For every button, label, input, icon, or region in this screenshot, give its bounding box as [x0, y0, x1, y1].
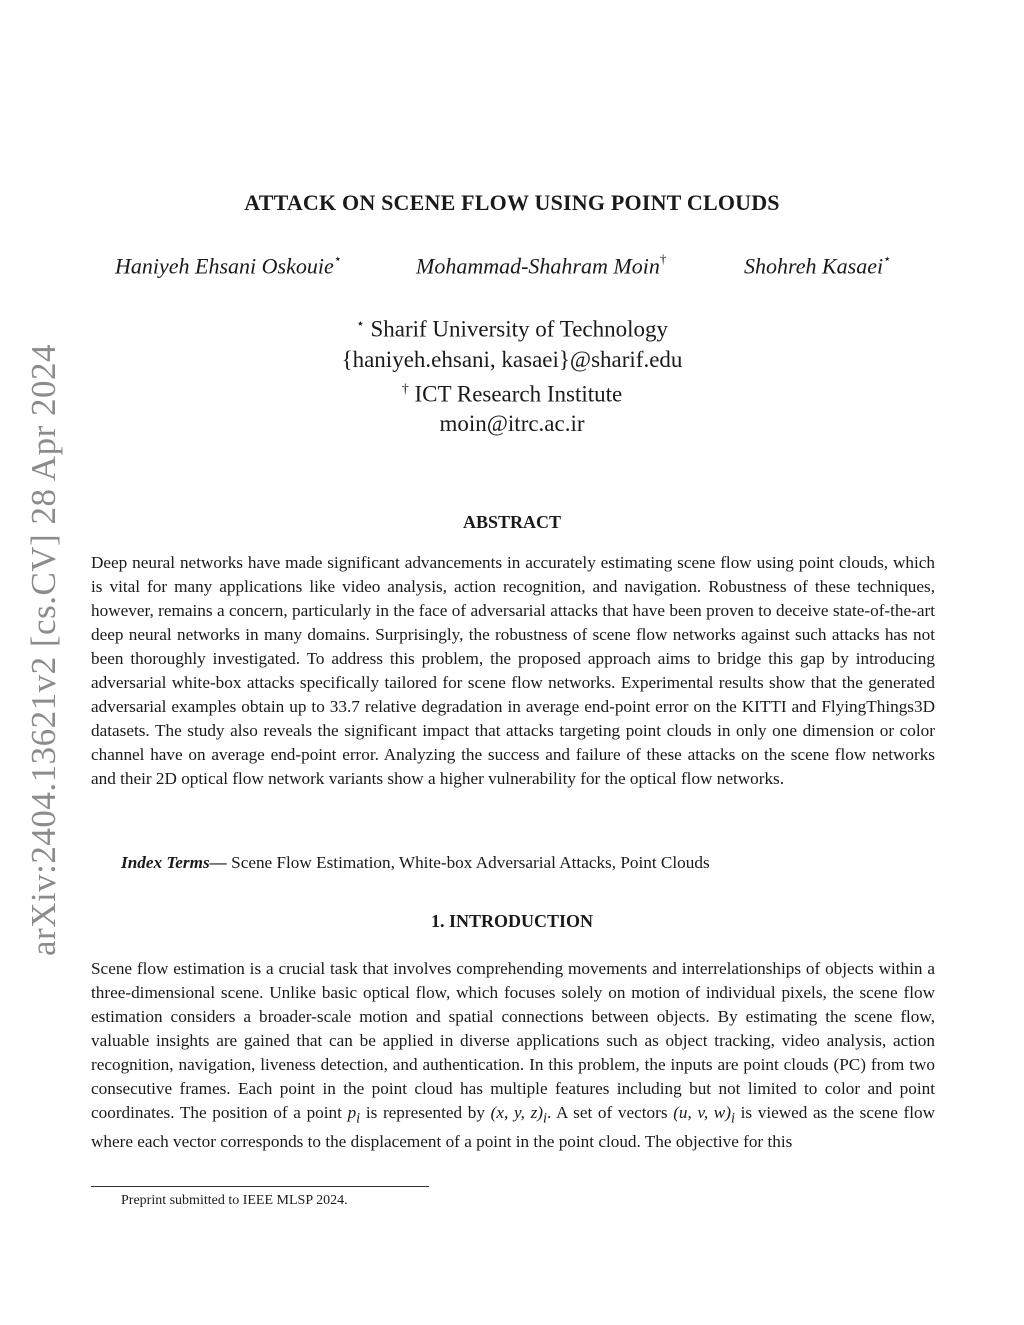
introduction-heading: 1. INTRODUCTION [430, 911, 594, 931]
index-terms [121, 851, 935, 875]
author-1 [115, 253, 342, 279]
affiliation-2-email: moin@itrc.ac.ir [439, 411, 585, 437]
affiliation-2-org: ICT Research Institute [408, 381, 623, 407]
abstract-body: Deep neural networks have made significant advancements in accurately estimating scene flow using point clouds, which is vital for many applications like video analysis, action recognition, and navigation. Robustness of these techniques, however, remains a concern, particularly in the face of adversarial attacks that have been proven to deceive state-of-the-art deep neural networks in many domains. Surprisingly, the robustness of scene flow networks against such attacks has not been thoroughly investigated. To address this problem, the proposed approach aims to bridge this gap by introducing adversarial white-box attacks specifically tailored for scene flow networks. Experimental results show that the generated adversarial examples obtain up to 33.7 relative degradation in average end-point error on the KITTI and FlyingThings3D datasets. The study also reveals the significant impact that attacks targeting point clouds in only one dimension or color channel have on average end-point error. Analyzing the success and failure of these attacks on the scene flow networks and their 2D optical flow network variants show a higher vulnerability for the optical flow networks. [91, 553, 935, 788]
affiliation-2-mark: † [401, 381, 409, 397]
affiliation-2 [0, 375, 1024, 410]
intro-text-part-3: . A set of vectors [547, 1103, 674, 1122]
math-position: (x, y, $z)_i$ [490, 1103, 548, 1127]
index-terms-label: Index Terms— [121, 853, 227, 872]
arxiv-identifier-stamp: arXiv:2404.13621v2 [cs.CV] 28 Apr 2024 [24, 343, 63, 957]
author-2-name: Mohammad-Shahram Moin [416, 253, 660, 279]
author-1-mark: ⋆ [333, 251, 342, 266]
author-1-name: Haniyeh Ehsani Oskouie [115, 253, 334, 279]
introduction-body [91, 957, 935, 1154]
author-3-name: Shohreh Kasaei [744, 253, 884, 279]
author-3-mark: ⋆ [883, 251, 892, 266]
math-point: $p_i$ [347, 1103, 361, 1127]
paper-title: ATTACK ON SCENE FLOW USING POINT CLOUDS [244, 190, 780, 215]
intro-text-part-4: is viewed as the scene flow where each vector corresponds to the displacement of a point in the point cloud. The objective for this [91, 1103, 936, 1152]
intro-text-part-2: is represented by [360, 1103, 491, 1122]
intro-text-part-1: Scene flow estimation is a crucial task that involves comprehending movements and interrelationships of objects within a three-dimensional scene. Unlike basic optical flow, which focuses solely on motion of individual pixels, the scene flow estimation considers a broader-scale motion and spatial connections between objects. By estimating the scene flow, valuable insights are gained that can be applied in diverse applications such as object tracking, video analysis, action recognition, navigation, liveness detection, and authentication. In this problem, the inputs are point clouds (PC) from two consecutive frames. Each point in the point cloud has multiple features including but not limited to color and point coordinates. The position of a point [91, 959, 935, 1122]
math-vectors: (u, v, $w)_i$ [673, 1103, 735, 1127]
author-2-mark: † [659, 251, 667, 266]
abstract-heading: ABSTRACT [462, 512, 562, 532]
footnote-divider [91, 1186, 429, 1187]
author-2 [416, 253, 666, 279]
affiliation-1-org: Sharif University of Technology [364, 316, 669, 342]
affiliation-1-email: {haniyeh.ehsani, kasaei}@sharif.edu [341, 346, 683, 372]
footnote: Preprint submitted to IEEE MLSP 2024. [121, 1193, 348, 1208]
index-terms-text: Scene Flow Estimation, White-box Adversarial Attacks, Point Clouds [226, 853, 710, 872]
affiliations [0, 310, 1024, 439]
affiliation-1-mark: ⋆ [355, 317, 365, 332]
affiliation-1 [0, 310, 1024, 345]
author-3 [744, 253, 891, 279]
